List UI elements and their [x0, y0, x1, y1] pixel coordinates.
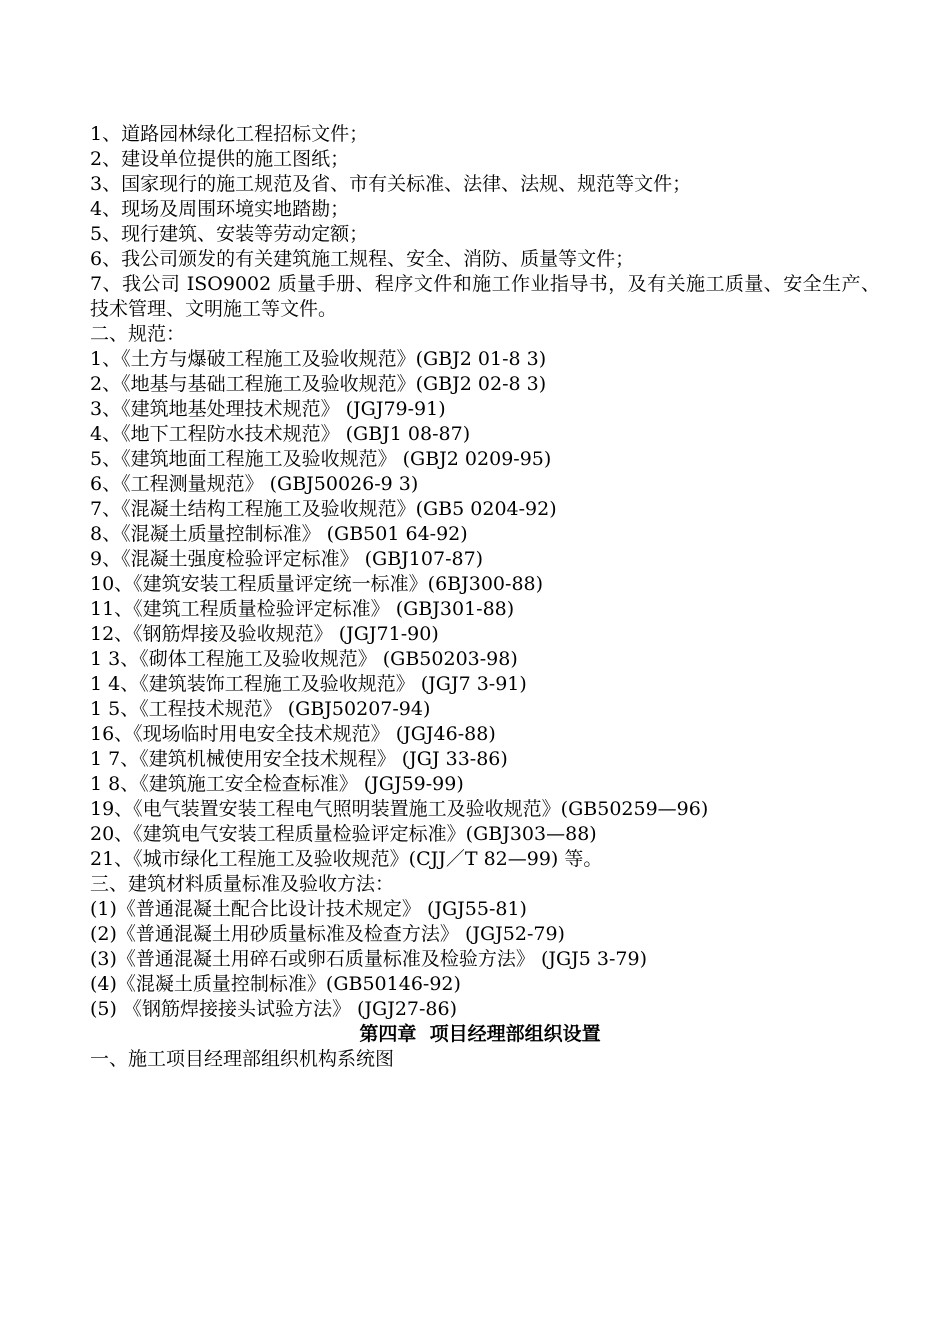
basis-item-2: 2、建设单位提供的施工图纸；	[90, 148, 350, 170]
basis-item-4: 4、现场及周围环境实地踏勘；	[90, 198, 350, 220]
spec-item-7: 7、《混凝土结构工程施工及验收规范》(GB5 0204-92)	[90, 498, 557, 520]
chapter-first-line: 一、施工项目经理部组织机构系统图	[90, 1048, 395, 1070]
spec-item-14: 1 4、《建筑装饰工程施工及验收规范》 (JGJ7 3-91)	[90, 673, 527, 695]
spec-item-18: 1 8、《建筑施工安全检查标准》 (JGJ59-99)	[90, 773, 464, 795]
spec-item-19: 19、《电气装置安装工程电气照明装置施工及验收规范》(GB50259—96)	[90, 798, 709, 820]
spec-item-9: 9、《混凝土强度检验评定标准》 (GBJ107-87)	[90, 548, 484, 570]
spec-item-20: 20、《建筑电气安装工程质量检验评定标准》(GBJ303—88)	[90, 823, 597, 845]
spec-item-13: 1 3、《砌体工程施工及验收规范》 (GB50203-98)	[90, 648, 518, 670]
spec-item-5: 5、《建筑地面工程施工及验收规范》 (GBJ2 0209-95)	[90, 448, 552, 470]
spec-item-8: 8、《混凝土质量控制标准》 (GB501 64-92)	[90, 523, 468, 545]
material-item-5: (5) 《钢筋焊接接头试验方法》 (JGJ27-86)	[90, 998, 458, 1020]
spec-item-21: 21、《城市绿化工程施工及验收规范》(CJJ／T 82—99) 等。	[90, 848, 603, 870]
section-title-materials: 三、建筑材料质量标准及验收方法：	[90, 873, 395, 895]
basis-item-6: 6、我公司颁发的有关建筑施工规程、安全、消防、质量等文件；	[90, 248, 635, 270]
basis-item-7: 7、我公司 ISO9002 质量手册、程序文件和施工作业指导书，及有关施工质量、安全生产、技术管理、文明施工等文件。	[90, 273, 880, 320]
spec-item-2: 2、《地基与基础工程施工及验收规范》(GBJ2 02-8 3)	[90, 373, 547, 395]
spec-item-6: 6、《工程测量规范》 (GBJ50026-9 3)	[90, 473, 419, 495]
chapter-heading: 第四章 项目经理部组织设置	[359, 1023, 601, 1045]
spec-item-16: 16、《现场临时用电安全技术规范》 (JGJ46-88)	[90, 723, 496, 745]
spec-item-1: 1、《土方与爆破工程施工及验收规范》(GBJ2 01-8 3)	[90, 348, 547, 370]
basis-item-1: 1、道路园林绿化工程招标文件；	[90, 123, 369, 145]
material-item-3: (3)《普通混凝土用碎石或卵石质量标准及检验方法》 (JGJ5 3-79)	[90, 948, 648, 970]
spec-item-15: 1 5、《工程技术规范》 (GBJ50207-94)	[90, 698, 431, 720]
spec-item-3: 3、《建筑地基处理技术规范》 (JGJ79-91)	[90, 398, 446, 420]
material-item-2: (2)《普通混凝土用砂质量标准及检查方法》 (JGJ52-79)	[90, 923, 565, 945]
spec-item-4: 4、《地下工程防水技术规范》 (GBJ1 08-87)	[90, 423, 471, 445]
spec-item-10: 10、《建筑安装工程质量评定统一标准》(6BJ300-88)	[90, 573, 544, 595]
basis-item-3: 3、国家现行的施工规范及省、市有关标准、法律、法规、规范等文件；	[90, 173, 692, 195]
material-item-1: (1)《普通混凝土配合比设计技术规定》 (JGJ55-81)	[90, 898, 527, 920]
spec-item-17: 1 7、《建筑机械使用安全技术规程》 (JGJ 33-86)	[90, 748, 508, 770]
spec-item-12: 12、《钢筋焊接及验收规范》 (JGJ71-90)	[90, 623, 439, 645]
document-body	[90, 122, 880, 1072]
spec-item-11: 11、《建筑工程质量检验评定标准》 (GBJ301-88)	[90, 598, 515, 620]
material-item-4: (4)《混凝土质量控制标准》(GB50146-92)	[90, 973, 461, 995]
basis-item-5: 5、现行建筑、安装等劳动定额；	[90, 223, 369, 245]
section-title-specs: 二、规范：	[90, 323, 186, 345]
